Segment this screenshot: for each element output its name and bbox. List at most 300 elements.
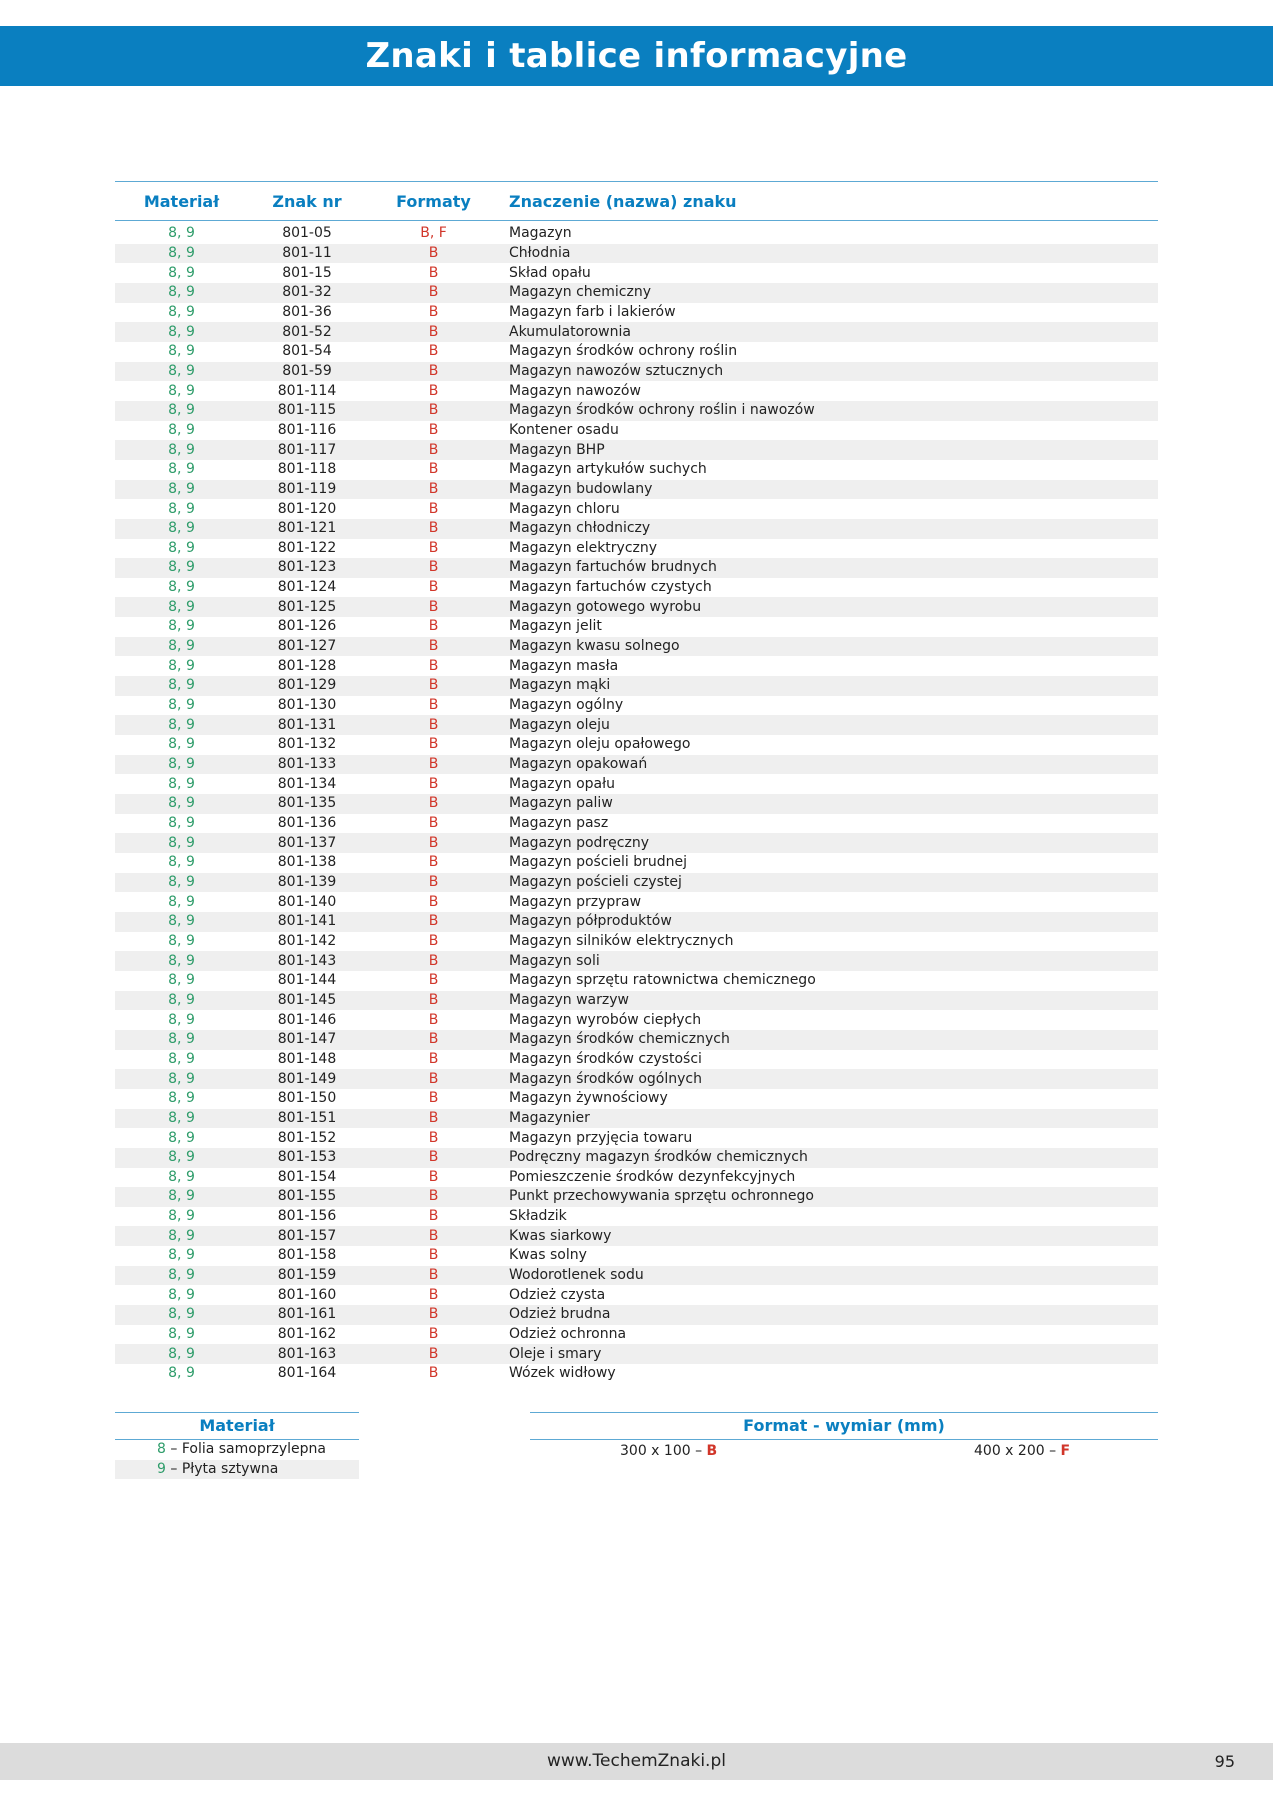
- sign-number-cell: 801-156: [248, 1207, 366, 1227]
- sign-number-cell: 801-130: [248, 696, 366, 716]
- format-cell: B: [366, 617, 501, 637]
- format-cell: B: [366, 1285, 501, 1305]
- sign-number-cell: 801-124: [248, 578, 366, 598]
- material-cell: 8, 9: [115, 303, 248, 323]
- table-row: [115, 460, 1158, 480]
- sign-meaning-cell: Magazyn pasz: [501, 814, 1158, 834]
- material-cell: 8, 9: [115, 362, 248, 382]
- material-cell: 8, 9: [115, 991, 248, 1011]
- sign-number-cell: 801-59: [248, 362, 366, 382]
- sign-meaning-cell: Wodorotlenek sodu: [501, 1266, 1158, 1286]
- table-row: [115, 715, 1158, 735]
- material-label: – Płyta sztywna: [165, 1460, 279, 1477]
- table-row: [115, 1089, 1158, 1109]
- sign-meaning-cell: Magazyn przyjęcia towaru: [501, 1128, 1158, 1148]
- table-row: [115, 1030, 1158, 1050]
- sign-meaning-cell: Magazyn środków chemicznych: [501, 1030, 1158, 1050]
- sign-meaning-cell: Punkt przechowywania sprzętu ochronnego: [501, 1187, 1158, 1207]
- table-row: [115, 1050, 1158, 1070]
- sign-number-cell: 801-127: [248, 637, 366, 657]
- table-row: [115, 932, 1158, 952]
- material-cell: 8, 9: [115, 755, 248, 775]
- format-legend-title: Format - wymiar (mm): [530, 1412, 1158, 1440]
- format-cell: B: [366, 892, 501, 912]
- sign-number-cell: 801-153: [248, 1148, 366, 1168]
- sign-meaning-cell: Podręczny magazyn środków chemicznych: [501, 1148, 1158, 1168]
- format-cell: B: [366, 440, 501, 460]
- sign-meaning-cell: Magazyn chłodniczy: [501, 519, 1158, 539]
- format-legend-item: [620, 1440, 717, 1462]
- sign-meaning-cell: Magazyn środków ochrony roślin i nawozów: [501, 401, 1158, 421]
- material-cell: 8, 9: [115, 224, 248, 244]
- format-cell: B: [366, 971, 501, 991]
- sign-number-cell: 801-140: [248, 892, 366, 912]
- sign-number-cell: 801-131: [248, 715, 366, 735]
- material-cell: 8, 9: [115, 873, 248, 893]
- format-legend-item: [974, 1440, 1070, 1462]
- header-bar: [0, 26, 1273, 86]
- table-row: [115, 1285, 1158, 1305]
- material-cell: 8, 9: [115, 912, 248, 932]
- table-row: [115, 755, 1158, 775]
- sign-number-cell: 801-135: [248, 794, 366, 814]
- material-cell: 8, 9: [115, 283, 248, 303]
- sign-number-cell: 801-162: [248, 1325, 366, 1345]
- sign-number-cell: 801-134: [248, 774, 366, 794]
- format-cell: B: [366, 1187, 501, 1207]
- sign-number-cell: 801-132: [248, 735, 366, 755]
- format-cell: B: [366, 303, 501, 323]
- sign-number-cell: 801-151: [248, 1109, 366, 1129]
- format-cell: B: [366, 656, 501, 676]
- material-code: 9: [157, 1460, 166, 1477]
- material-cell: 8, 9: [115, 1089, 248, 1109]
- table-row: [115, 991, 1158, 1011]
- table-row: [115, 1325, 1158, 1345]
- material-cell: 8, 9: [115, 833, 248, 853]
- table-row: [115, 696, 1158, 716]
- sign-number-cell: 801-126: [248, 617, 366, 637]
- table-row: [115, 853, 1158, 873]
- table-row: [115, 1246, 1158, 1266]
- table-row: [115, 499, 1158, 519]
- sign-meaning-cell: Magazyn ogólny: [501, 696, 1158, 716]
- column-header-sign-meaning: Znaczenie (nazwa) znaku: [501, 182, 1158, 221]
- format-size: 300 x 100 –: [620, 1443, 707, 1459]
- page-title: Znaki i tablice informacyjne: [365, 36, 908, 76]
- sign-meaning-cell: Pomieszczenie środków dezynfekcyjnych: [501, 1168, 1158, 1188]
- format-cell: B: [366, 539, 501, 559]
- material-label: – Folia samoprzylepna: [165, 1441, 326, 1457]
- material-cell: 8, 9: [115, 715, 248, 735]
- material-cell: 8, 9: [115, 1050, 248, 1070]
- material-cell: 8, 9: [115, 1344, 248, 1364]
- material-cell: 8, 9: [115, 932, 248, 952]
- sign-number-cell: 801-142: [248, 932, 366, 952]
- sign-meaning-cell: Magazyn fartuchów brudnych: [501, 558, 1158, 578]
- format-code: B: [706, 1443, 718, 1459]
- table-row: [115, 401, 1158, 421]
- sign-meaning-cell: Magazyn opału: [501, 774, 1158, 794]
- sign-number-cell: 801-118: [248, 460, 366, 480]
- sign-meaning-cell: Magazyn środków ogólnych: [501, 1069, 1158, 1089]
- material-cell: 8, 9: [115, 656, 248, 676]
- sign-meaning-cell: Odzież ochronna: [501, 1325, 1158, 1345]
- sign-meaning-cell: Magazyn półproduktów: [501, 912, 1158, 932]
- table-row: [115, 224, 1158, 244]
- table-row: [115, 578, 1158, 598]
- sign-number-cell: 801-15: [248, 263, 366, 283]
- sign-meaning-cell: Magazyn środków ochrony roślin: [501, 342, 1158, 362]
- sign-meaning-cell: Magazyn BHP: [501, 440, 1158, 460]
- sign-meaning-cell: Akumulatorownia: [501, 322, 1158, 342]
- format-cell: B: [366, 637, 501, 657]
- material-cell: 8, 9: [115, 1325, 248, 1345]
- format-cell: B: [366, 519, 501, 539]
- sign-meaning-cell: Magazyn chloru: [501, 499, 1158, 519]
- format-cell: B: [366, 244, 501, 264]
- format-size: 400 x 200 –: [974, 1443, 1061, 1459]
- sign-number-cell: 801-117: [248, 440, 366, 460]
- format-cell: B: [366, 715, 501, 735]
- material-cell: 8, 9: [115, 1109, 248, 1129]
- table-row: [115, 617, 1158, 637]
- material-legend-title: Materiał: [115, 1412, 359, 1440]
- material-cell: 8, 9: [115, 1285, 248, 1305]
- sign-meaning-cell: Magazyn pościeli czystej: [501, 873, 1158, 893]
- format-cell: B: [366, 912, 501, 932]
- material-cell: 8, 9: [115, 1168, 248, 1188]
- format-cell: B: [366, 578, 501, 598]
- format-cell: B: [366, 1128, 501, 1148]
- format-cell: B: [366, 1325, 501, 1345]
- format-cell: B: [366, 1207, 501, 1227]
- sign-number-cell: 801-163: [248, 1344, 366, 1364]
- sign-meaning-cell: Kwas siarkowy: [501, 1226, 1158, 1246]
- footer-website-link[interactable]: www.TechemZnaki.pl: [547, 1751, 726, 1771]
- sign-meaning-cell: Magazyn oleju: [501, 715, 1158, 735]
- format-cell: B: [366, 1109, 501, 1129]
- sign-meaning-cell: Magazyn warzyw: [501, 991, 1158, 1011]
- sign-number-cell: 801-141: [248, 912, 366, 932]
- format-cell: B: [366, 362, 501, 382]
- sign-meaning-cell: Magazyn paliw: [501, 794, 1158, 814]
- material-cell: 8, 9: [115, 696, 248, 716]
- material-cell: 8, 9: [115, 381, 248, 401]
- sign-meaning-cell: Chłodnia: [501, 244, 1158, 264]
- sign-meaning-cell: Magazyn oleju opałowego: [501, 735, 1158, 755]
- sign-number-cell: 801-154: [248, 1168, 366, 1188]
- format-cell: B: [366, 322, 501, 342]
- sign-meaning-cell: Magazynier: [501, 1109, 1158, 1129]
- material-cell: 8, 9: [115, 480, 248, 500]
- format-code: F: [1060, 1443, 1071, 1459]
- format-cell: B: [366, 381, 501, 401]
- sign-number-cell: 801-129: [248, 676, 366, 696]
- format-cell: B: [366, 794, 501, 814]
- sign-number-cell: 801-133: [248, 755, 366, 775]
- table-row: [115, 1266, 1158, 1286]
- material-cell: 8, 9: [115, 1010, 248, 1030]
- footer-bar: [0, 1743, 1273, 1780]
- material-legend-item: [115, 1460, 359, 1480]
- format-cell: B: [366, 460, 501, 480]
- material-cell: 8, 9: [115, 1030, 248, 1050]
- material-cell: 8, 9: [115, 401, 248, 421]
- format-cell: B: [366, 991, 501, 1011]
- material-cell: 8, 9: [115, 1226, 248, 1246]
- table-row: [115, 480, 1158, 500]
- format-cell: B: [366, 401, 501, 421]
- sign-number-cell: 801-123: [248, 558, 366, 578]
- material-cell: 8, 9: [115, 244, 248, 264]
- sign-number-cell: 801-115: [248, 401, 366, 421]
- format-cell: B: [366, 263, 501, 283]
- table-row: [115, 362, 1158, 382]
- table-row: [115, 1187, 1158, 1207]
- format-cell: B: [366, 932, 501, 952]
- material-cell: 8, 9: [115, 1148, 248, 1168]
- format-cell: B: [366, 1069, 501, 1089]
- table-row: [115, 1010, 1158, 1030]
- material-cell: 8, 9: [115, 539, 248, 559]
- sign-meaning-cell: Magazyn kwasu solnego: [501, 637, 1158, 657]
- format-cell: B: [366, 1305, 501, 1325]
- sign-number-cell: 801-143: [248, 951, 366, 971]
- format-cell: B: [366, 597, 501, 617]
- material-code: 8: [157, 1441, 166, 1457]
- sign-number-cell: 801-144: [248, 971, 366, 991]
- page-number: 95: [1214, 1752, 1235, 1771]
- table-row: [115, 381, 1158, 401]
- sign-meaning-cell: Magazyn jelit: [501, 617, 1158, 637]
- table-row: [115, 1344, 1158, 1364]
- table-row: [115, 263, 1158, 283]
- table-header-row: [115, 182, 1158, 221]
- sign-number-cell: 801-52: [248, 322, 366, 342]
- sign-meaning-cell: Magazyn masła: [501, 656, 1158, 676]
- format-cell: B: [366, 735, 501, 755]
- sign-number-cell: 801-128: [248, 656, 366, 676]
- table-row: [115, 342, 1158, 362]
- sign-meaning-cell: Magazyn wyrobów ciepłych: [501, 1010, 1158, 1030]
- sign-meaning-cell: Magazyn elektryczny: [501, 539, 1158, 559]
- sign-number-cell: 801-164: [248, 1364, 366, 1384]
- format-cell: B: [366, 1364, 501, 1384]
- column-header-formats: Formaty: [366, 182, 501, 221]
- sign-meaning-cell: Magazyn budowlany: [501, 480, 1158, 500]
- sign-meaning-cell: Składzik: [501, 1207, 1158, 1227]
- format-cell: B: [366, 1030, 501, 1050]
- material-cell: 8, 9: [115, 676, 248, 696]
- table-row: [115, 1148, 1158, 1168]
- material-cell: 8, 9: [115, 263, 248, 283]
- sign-meaning-cell: Magazyn podręczny: [501, 833, 1158, 853]
- format-cell: B: [366, 853, 501, 873]
- table-row: [115, 833, 1158, 853]
- sign-meaning-cell: Magazyn pościeli brudnej: [501, 853, 1158, 873]
- sign-number-cell: 801-120: [248, 499, 366, 519]
- sign-number-cell: 801-11: [248, 244, 366, 264]
- sign-meaning-cell: Magazyn sprzętu ratownictwa chemicznego: [501, 971, 1158, 991]
- table-row: [115, 1207, 1158, 1227]
- table-row: [115, 774, 1158, 794]
- material-cell: 8, 9: [115, 1305, 248, 1325]
- format-cell: B: [366, 1168, 501, 1188]
- sign-meaning-cell: Magazyn przypraw: [501, 892, 1158, 912]
- material-legend-item: [115, 1440, 359, 1460]
- sign-meaning-cell: Magazyn farb i lakierów: [501, 303, 1158, 323]
- format-cell: B: [366, 873, 501, 893]
- table-row: [115, 597, 1158, 617]
- sign-meaning-cell: Magazyn: [501, 224, 1158, 244]
- material-cell: 8, 9: [115, 578, 248, 598]
- table-row: [115, 1109, 1158, 1129]
- sign-meaning-cell: Kwas solny: [501, 1246, 1158, 1266]
- table-row: [115, 1226, 1158, 1246]
- sign-meaning-cell: Oleje i smary: [501, 1344, 1158, 1364]
- table-row: [115, 735, 1158, 755]
- format-cell: B: [366, 421, 501, 441]
- format-cell: B: [366, 1344, 501, 1364]
- format-cell: B: [366, 951, 501, 971]
- format-cell: B: [366, 1266, 501, 1286]
- material-cell: 8, 9: [115, 637, 248, 657]
- sign-meaning-cell: Odzież czysta: [501, 1285, 1158, 1305]
- material-cell: 8, 9: [115, 597, 248, 617]
- table-row: [115, 951, 1158, 971]
- column-header-sign-number: Znak nr: [248, 182, 366, 221]
- format-cell: B, F: [366, 224, 501, 244]
- table-row: [115, 814, 1158, 834]
- sign-meaning-cell: Magazyn mąki: [501, 676, 1158, 696]
- format-cell: B: [366, 774, 501, 794]
- table-row: [115, 676, 1158, 696]
- format-cell: B: [366, 814, 501, 834]
- sign-number-cell: 801-159: [248, 1266, 366, 1286]
- material-cell: 8, 9: [115, 322, 248, 342]
- material-cell: 8, 9: [115, 558, 248, 578]
- sign-meaning-cell: Magazyn silników elektrycznych: [501, 932, 1158, 952]
- sign-number-cell: 801-146: [248, 1010, 366, 1030]
- material-cell: 8, 9: [115, 440, 248, 460]
- table-row: [115, 519, 1158, 539]
- sign-meaning-cell: Magazyn artykułów suchych: [501, 460, 1158, 480]
- material-cell: 8, 9: [115, 519, 248, 539]
- material-cell: 8, 9: [115, 1266, 248, 1286]
- sign-number-cell: 801-145: [248, 991, 366, 1011]
- format-cell: B: [366, 1010, 501, 1030]
- material-cell: 8, 9: [115, 774, 248, 794]
- table-row: [115, 1128, 1158, 1148]
- sign-meaning-cell: Magazyn nawozów sztucznych: [501, 362, 1158, 382]
- table-row: [115, 322, 1158, 342]
- material-cell: 8, 9: [115, 1246, 248, 1266]
- table-row: [115, 892, 1158, 912]
- sign-meaning-cell: Magazyn żywnościowy: [501, 1089, 1158, 1109]
- sign-meaning-cell: Odzież brudna: [501, 1305, 1158, 1325]
- material-cell: 8, 9: [115, 1069, 248, 1089]
- sign-number-cell: 801-148: [248, 1050, 366, 1070]
- sign-number-cell: 801-116: [248, 421, 366, 441]
- sign-number-cell: 801-157: [248, 1226, 366, 1246]
- table-row: [115, 873, 1158, 893]
- sign-number-cell: 801-121: [248, 519, 366, 539]
- format-cell: B: [366, 1226, 501, 1246]
- table-row: [115, 971, 1158, 991]
- table-row: [115, 1069, 1158, 1089]
- table-row: [115, 283, 1158, 303]
- sign-number-cell: 801-36: [248, 303, 366, 323]
- material-cell: 8, 9: [115, 853, 248, 873]
- sign-number-cell: 801-155: [248, 1187, 366, 1207]
- format-cell: B: [366, 342, 501, 362]
- sign-number-cell: 801-158: [248, 1246, 366, 1266]
- table-row: [115, 539, 1158, 559]
- sign-number-cell: 801-32: [248, 283, 366, 303]
- sign-number-cell: 801-149: [248, 1069, 366, 1089]
- table-row: [115, 637, 1158, 657]
- material-cell: 8, 9: [115, 1364, 248, 1384]
- format-cell: B: [366, 1148, 501, 1168]
- sign-number-cell: 801-137: [248, 833, 366, 853]
- sign-number-cell: 801-122: [248, 539, 366, 559]
- sign-number-cell: 801-161: [248, 1305, 366, 1325]
- table-row: [115, 440, 1158, 460]
- signs-table: [115, 181, 1158, 1384]
- table-row: [115, 656, 1158, 676]
- sign-number-cell: 801-147: [248, 1030, 366, 1050]
- material-cell: 8, 9: [115, 814, 248, 834]
- table-row: [115, 558, 1158, 578]
- sign-number-cell: 801-54: [248, 342, 366, 362]
- sign-meaning-cell: Magazyn gotowego wyrobu: [501, 597, 1158, 617]
- sign-meaning-cell: Magazyn soli: [501, 951, 1158, 971]
- sign-number-cell: 801-114: [248, 381, 366, 401]
- format-legend: [530, 1412, 1158, 1462]
- format-cell: B: [366, 499, 501, 519]
- sign-meaning-cell: Magazyn fartuchów czystych: [501, 578, 1158, 598]
- sign-meaning-cell: Magazyn nawozów: [501, 381, 1158, 401]
- material-cell: 8, 9: [115, 1207, 248, 1227]
- table-row: [115, 1364, 1158, 1384]
- sign-meaning-cell: Magazyn opakowań: [501, 755, 1158, 775]
- format-legend-row: [530, 1440, 1158, 1462]
- material-cell: 8, 9: [115, 1187, 248, 1207]
- format-cell: B: [366, 755, 501, 775]
- table-row: [115, 244, 1158, 264]
- table-row: [115, 421, 1158, 441]
- format-cell: B: [366, 480, 501, 500]
- format-cell: B: [366, 558, 501, 578]
- material-cell: 8, 9: [115, 499, 248, 519]
- sign-meaning-cell: Magazyn środków czystości: [501, 1050, 1158, 1070]
- format-cell: B: [366, 283, 501, 303]
- column-header-material: Materiał: [115, 182, 248, 221]
- table-row: [115, 1168, 1158, 1188]
- table-row: [115, 794, 1158, 814]
- format-cell: B: [366, 696, 501, 716]
- material-cell: 8, 9: [115, 735, 248, 755]
- format-cell: B: [366, 1089, 501, 1109]
- sign-number-cell: 801-139: [248, 873, 366, 893]
- material-cell: 8, 9: [115, 1128, 248, 1148]
- material-legend: [115, 1412, 359, 1479]
- material-cell: 8, 9: [115, 342, 248, 362]
- format-cell: B: [366, 833, 501, 853]
- sign-number-cell: 801-136: [248, 814, 366, 834]
- sign-number-cell: 801-138: [248, 853, 366, 873]
